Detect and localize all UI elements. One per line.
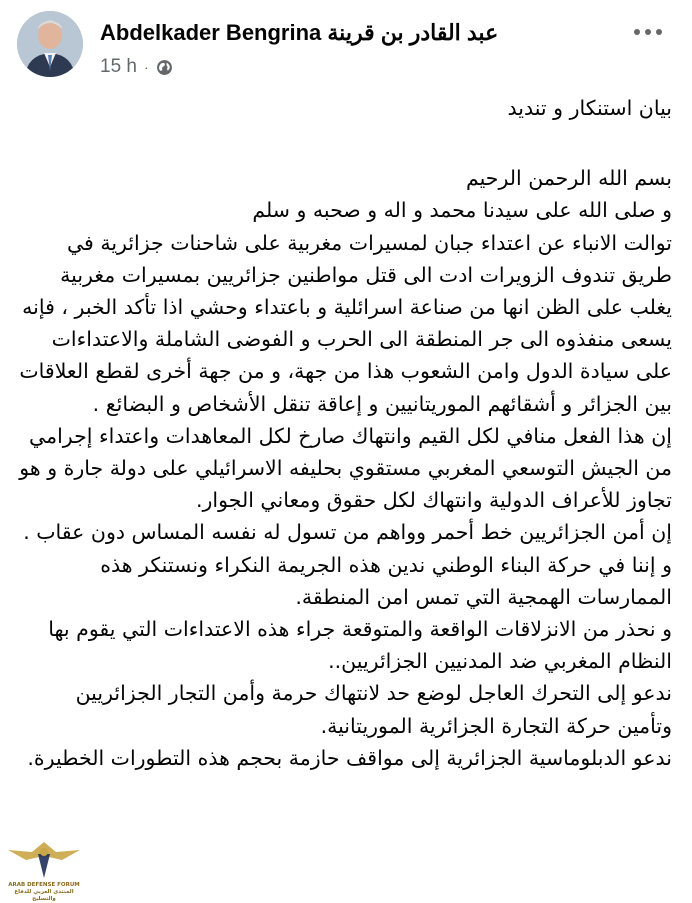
watermark-text: ARAB DEFENSE FORUM المنتدى العربي للدفاع والتسليح [8,882,80,902]
post-text [18,88,672,774]
post-paragraph: بسم الله الرحمن الرحيم [465,166,672,191]
post-paragraph: و صلى الله على سيدنا محمد و اله و صحبه و سلم [252,198,672,223]
post-title: بيان استنكار و تنديد [507,96,672,120]
avatar-photo-icon [17,11,83,77]
post-paragraph: و إننا في حركة البناء الوطني ندين هذه الجريمة النكراء ونستنكر هذه الممارسات الهمجية التي تمس امن المنطقة. [100,552,672,609]
post-paragraph: إن هذا الفعل منافي لكل القيم وانتهاك صارخ لكل المعاهدات واعتداء إجرامي من الجيش التوسعي المغربي مستقوي بحليفه الاسرائيلي على دولة جارة و هو تجاوز للأعراف الدولية وانتهاك لكل حقوق ومعاني الجوار. [19,423,672,513]
forum-logo-icon [2,838,86,882]
post-paragraph: ندعو إلى التحرك العاجل لوضع حد لانتهاك حرمة وأمن التجار الجزائريين وتأمين حركة التجارة الجزائرية الموريتانية. [75,681,672,738]
post-header [0,0,692,90]
post-paragraph: إن أمن الجزائريين خط أحمر وواهم من تسول له نفسه المساس دون عقاب . [23,520,672,545]
post-paragraph: ندعو الدبلوماسية الجزائرية إلى مواقف حازمة بحجم هذه التطورات الخطيرة. [27,745,672,770]
author-name[interactable]: Abdelkader Bengrina عبد القادر بن قرينة [100,20,499,45]
post-meta [100,54,173,80]
meta-separator: · [143,59,149,75]
more-options-icon[interactable] [628,20,668,44]
globe-icon [156,59,173,76]
forum-watermark [2,838,86,900]
post-time[interactable]: 15 h [100,56,137,77]
post-paragraph: توالت الانباء عن اعتداء جبان لمسيرات مغربية على شاحنات جزائرية في طريق تندوف الزويرات ادت الى قتل مواطنين جزائريين بمسيرات مغربية يغلب على الظن انها من صناعة اسرائلية و باعتداء وحشي اذا تأكد الخبر ، فإنه يسعى منفذوه الى جر المنطقة الى الحرب و الفوضى الشاملة والاعتداءات على سيادة الدول وامن الشعوب هذا من جهة، و من جهة أخرى لقطع العلاقات بين الجزائر و أشقائهم الموريتانيين و إعاقة تنقل الأشخاص و البضائع . [19,230,672,416]
post-paragraph: و نحذر من الانزلاقات الواقعة والمتوقعة جراء هذه الاعتداءات التي يقوم بها النظام المغربي ضد المدنيين الجزائريين.. [48,617,672,674]
author-avatar[interactable] [17,11,83,77]
